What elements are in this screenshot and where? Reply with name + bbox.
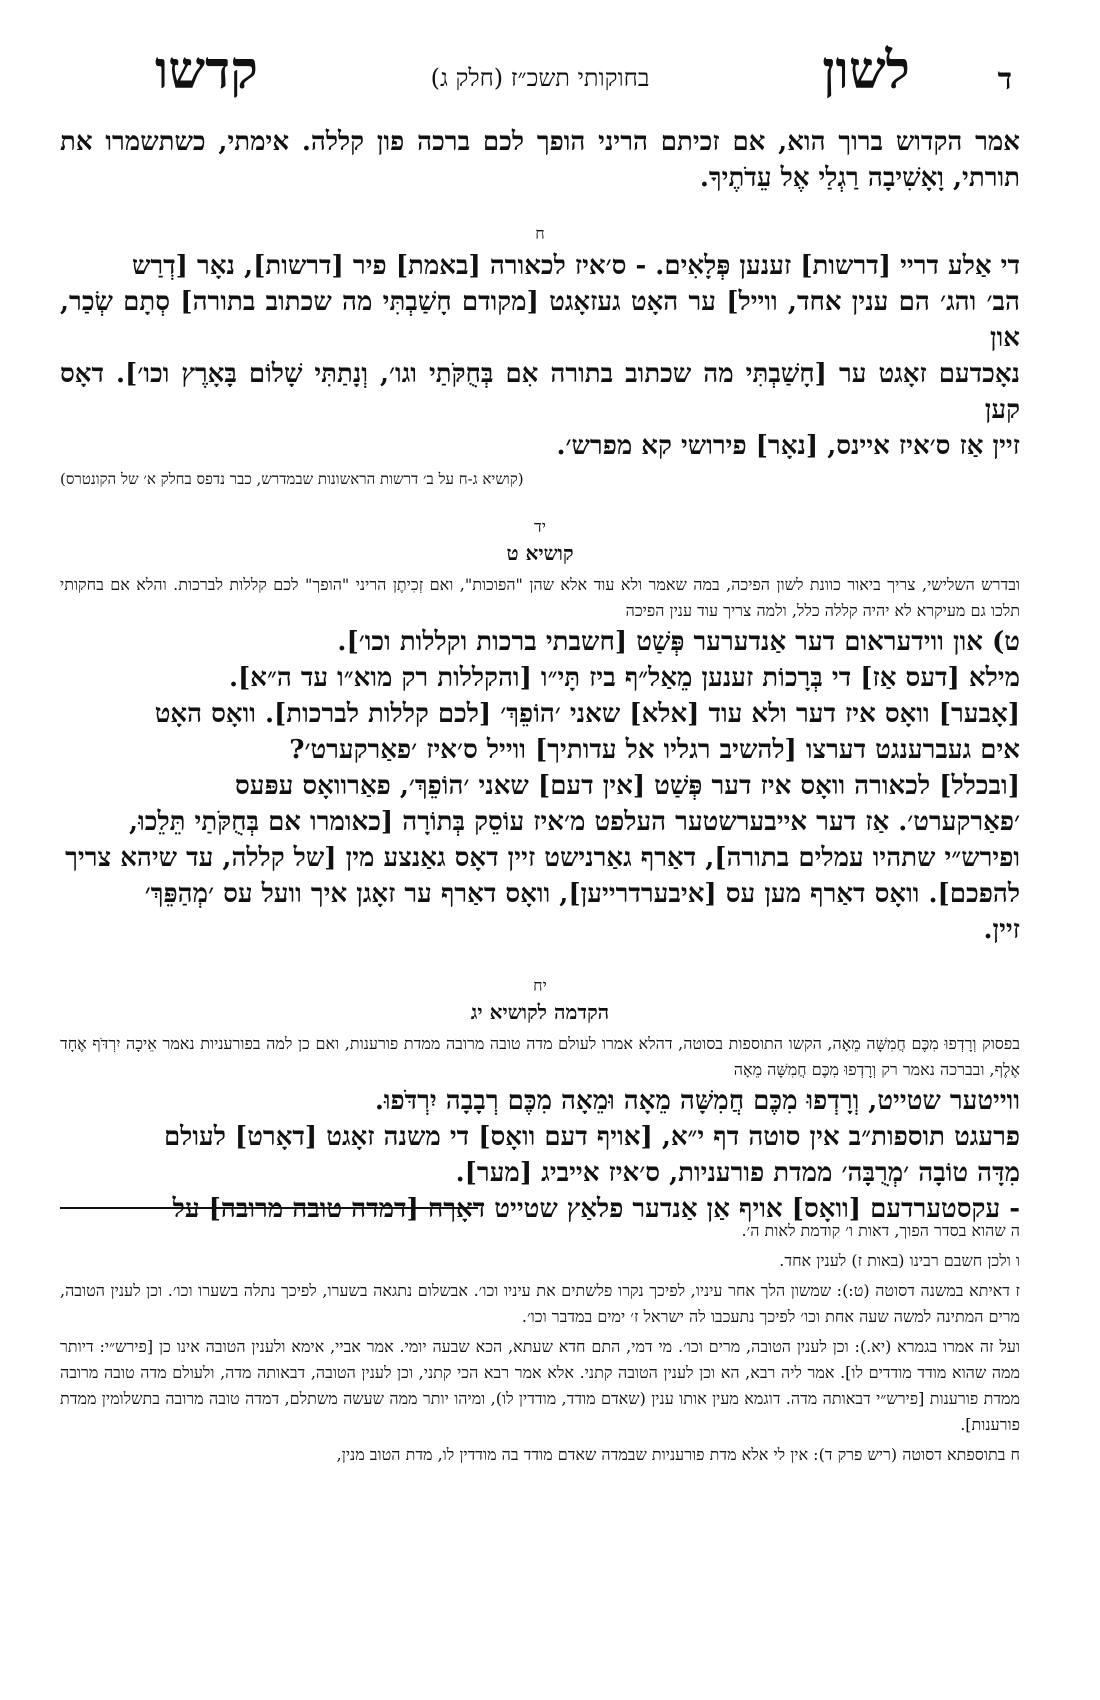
header-title-right: לשון <box>822 40 910 101</box>
section-yd-line: זיין. <box>983 915 1020 945</box>
section-yd-line: ופירש״י שתהיו עמלים בתורה], דאַרף גאַרנישט זיין דאָס גאַנצע מין [של קללה, עד שיהא צריך <box>65 843 1020 873</box>
section-yh-line: - עקסטערדעם [וואָס] אויף אַן אַנדער פלאַץ שטייט דאָךח [דמדה טובה מרובה] על <box>172 1194 1020 1224</box>
footnote: ז דאיתא במשנה דסוטה (ט:): שמשון הלך אחר עיניו, לפיכך נקרו פלשתים את עיניו וכו׳. אבשלום נתגאה בשערו, לפיכך נתלה בשערו וכו׳. וכן לענין הטובה, מרים המתינה למשה שעה אחת וכו׳ לפיכך נתעכבו לה ישראל ז׳ ימים במדבר וכו׳. <box>60 1281 1020 1326</box>
footnote-separator <box>60 1207 478 1209</box>
section-h-line: די אַלע דריי [דרשות] זענען פְּלָאִים. - ס׳איז לכאורה [באמת] פיר [דרשות], נאָר [דְרַש <box>132 251 1020 281</box>
section-yd-line: ׳פאַרקערט׳. אַז דער אייבערשטער העלפט מ׳איז עוֹסֵק בְּתוֹרָה [כאומרו אם בְּחֻקֹּתַי תֵּלֵכוּ, <box>129 807 1020 837</box>
page-number: ד <box>997 62 1012 97</box>
section-yd-line: להפכם]. וואָס דאַרף מען עס [איבערדרייען], וואָס דאַרף ער זאָגן איך וועל עס ׳מְהַפֵּךְ׳ <box>144 879 1020 909</box>
header-title-center: בחוקותי תשכ״ז (חלק ג) <box>430 64 650 92</box>
section-h-line: הב׳ והג׳ הם ענין אחד, ווייל] ער האָט געזאָגט [מקודם חָשַׁבְתִּי מה שכתוב בתורה] סְתָם שְׂכַר, און <box>60 287 1020 353</box>
section-yd-line: אים געברענגט דערצו [להשיב רגליו אל עדותיך] ווייל ס׳איז ׳פאַרקערט׳? <box>289 735 1020 765</box>
intro-paragraph: אמר הקדוש ברוך הוא, אם זכיתם הריני הופך לכם ברכה פון קללה. אימתי, כשתשמרו את תורתי, וָאָשִׁיבָה רַגְלַי אֶל עֵדֹתֶיךָ. <box>60 127 1020 193</box>
section-h-note: (קושיא ג-ח על ב׳ דרשות הראשונות שבמדרש, כבר נדפס בחלק א׳ של הקונטרס) <box>60 470 524 488</box>
section-h-line: זיין אַז ס׳איז איינס, [נאָר] פירושי קא מפרש׳. <box>556 431 1020 461</box>
footnote: ח בתוספתא דסוטה (ריש פרק ד): אין לי אלא מדת פורעניות שבמדה שאדם מודד בה מודדין לו, מדת הטוב מנין, <box>336 1445 1020 1464</box>
section-yh-title: הקדמה לקושיא יג <box>470 1000 610 1024</box>
section-yh-intro: בפסוק וְרָדְפוּ מִכֶּם חֲמִשָּׁה מֵאָה, הקשו התוספות בסוטה, דהלא אמרו לעולם מדה טובה מרובה ממדת פורענות, ואם כן למה בפורעניות נאמר אֵיכָה יִרְדֹּף אֶחָד אֶלֶף, ובברכה נאמר רק וְרָדְפוּ מִכֶּם חֲמִשָּׁה מֵאָה <box>60 1034 1020 1079</box>
footnotes <box>60 1218 1020 1472</box>
page-header <box>60 40 1020 110</box>
section-yd-line: מילא [דעס אַז] די בְּרָכוֹת זענען מֵאַל״ף ביז תָּי״ו [והקללות רק מוא״ו עד ה״א]. <box>228 663 1020 693</box>
section-yh-line: מִדָּה טוֹבָה ׳מְרֻבָּה׳ ממדת פורעניות, ס׳איז אייביג [מער]. <box>455 1158 1020 1188</box>
section-marker-h: ח <box>535 224 545 243</box>
section-h-line: נאָכדעם זאָגט ער [חָשַׁבְתִּי מה שכתוב בתורה אִם בְּחֻקֹּתַי וגו׳, וְנָתַתִּי שָׁלוֹם בָּאָרֶץ וכו׳]. דאָס קען <box>60 359 1020 425</box>
section-yh-line: פרעגט תוספות״ב אין סוטה דף י״א, [אויף דעם וואָס] די משנה זאָגט [דאָרט] לעולם <box>163 1122 1020 1152</box>
section-yd-title: קושיא ט <box>506 541 574 565</box>
section-marker-yd: יד <box>534 517 546 536</box>
footnote: ועל זה אמרו בגמרא (יא.): וכן לענין הטובה, מרים וכו׳. מי דמי, התם חדא שעתא, הכא שבעה יומי. אמר אביי, אימא ולענין הטובה אינו כן [פירש״י: דיותר ממה שהוא מודד מודדים לו]. אמר ליה רבא, הא וכן לענין הטובה קתני. אלא אמר רבא הכי קתני, וכן לענין הטובה, דבאותה מדה, ולעולם מדה טובה מרובה ממדת פורענות [פירש״י דבאותה מדה. דוגמא מעין אותו ענין (שאדם מודד, מודדין לו), ומיהו יותר ממה שעשה משתלם, דמדה טובה מרובה בתשלומין ממדת פורענות]. <box>60 1337 1020 1434</box>
section-yd-line: ט) און ווידעראום דער אַנדערער פְּשַׁט [חשבתי ברכות וקללות וכו׳]. <box>337 627 1020 657</box>
section-yd-intro: ובדרש השלישי, צריך ביאור כוונת לשון הפיכה, במה שאמר ולא עוד אלא שהן "הפוכות", ואם זְכִיתֶן הריני "הופך" לכם קללות לברכות. והלא אם בחקותי תלכו גם מעיקרא לא יהיה קללה כלל, ולמה צריך עוד ענין הפיכה <box>60 575 1020 620</box>
section-yh-line: ווייטער שטייט, וְרָדְפוּ מִכֶּם חֲמִשָּׁה מֵאָה וּמֵאָה מִכֶּם רְבָבָה יִרְדֹּפוּ. <box>374 1086 1020 1116</box>
header-title-left: קדשו <box>155 40 258 101</box>
footnote: ו ולכן חשבם רבינו (באות ז) לענין אחד. <box>779 1251 1020 1270</box>
section-yd-line: [אָבער] וואָס איז דער ולא עוד [אלא] שאני ׳הוֹפֵךְ׳ [לכם קללות לברכות]. וואָס האָט <box>154 699 1020 729</box>
section-yd-line: [ובכלל] לכאורה וואָס איז דער פְּשַׁט [אין דעם] שאני ׳הוֹפֵךְ׳, פאַרוואָס עפּעס <box>234 771 1020 801</box>
page <box>60 40 1020 1227</box>
section-marker-yh: יח <box>533 976 547 995</box>
footnote: ה שהוא בסדר הפוך, דאות ו׳ קודמת לאות ה׳. <box>741 1221 1020 1240</box>
